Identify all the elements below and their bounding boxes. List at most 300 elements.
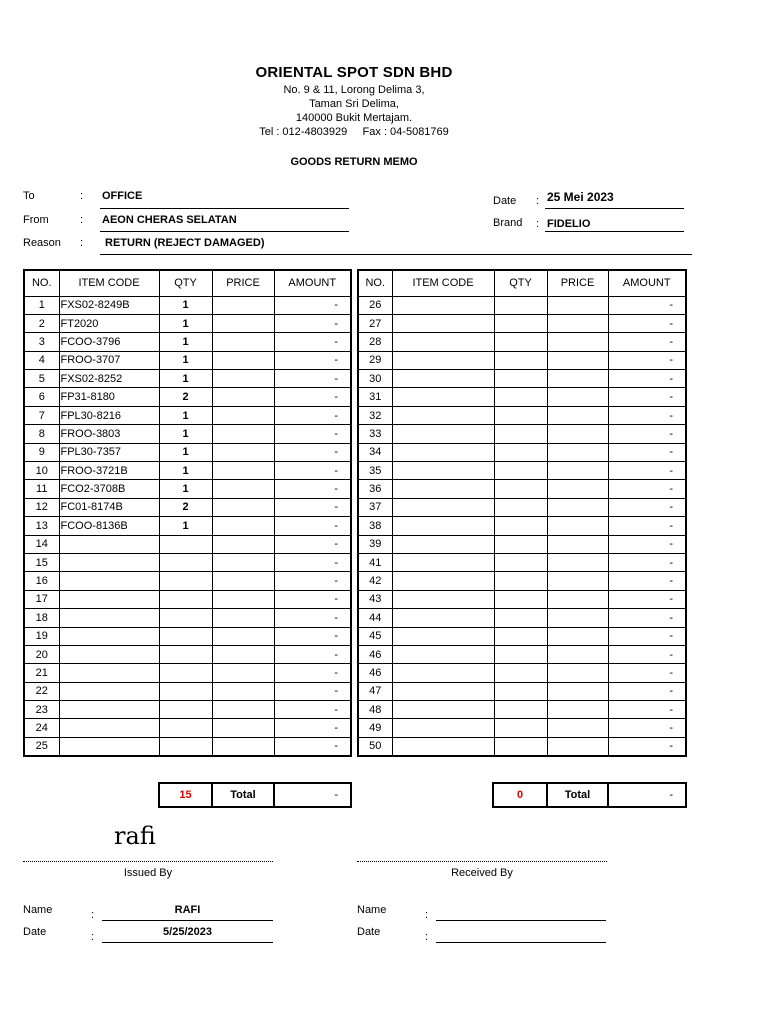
cell-price (212, 517, 274, 535)
cell-amount: - (608, 333, 686, 351)
cell-price (212, 609, 274, 627)
cell-no: 6 (24, 388, 59, 406)
reason-underline (100, 254, 692, 255)
cell-amount: - (274, 425, 351, 443)
table-row (24, 425, 351, 443)
table-row (358, 443, 686, 461)
cell-qty (159, 572, 212, 590)
cell-price (212, 498, 274, 516)
cell-code (392, 553, 494, 571)
cell-code (392, 370, 494, 388)
cell-no: 50 (358, 737, 392, 755)
cell-code: FXS02-8252 (59, 370, 159, 388)
issued-name-colon: : (91, 909, 95, 921)
cell-code (392, 425, 494, 443)
table-header-row (358, 270, 686, 296)
cell-amount: - (274, 645, 351, 663)
cell-amount: - (274, 553, 351, 571)
cell-code: FPL30-7357 (59, 443, 159, 461)
cell-qty: 1 (159, 443, 212, 461)
cell-code (59, 645, 159, 663)
cell-qty (159, 701, 212, 719)
cell-price (212, 553, 274, 571)
cell-amount: - (274, 682, 351, 700)
total-label-left: Total (212, 783, 274, 807)
issued-name-label: Name (23, 904, 53, 916)
cell-code: FP31-8180 (59, 388, 159, 406)
cell-price (547, 370, 608, 388)
table-row (358, 370, 686, 388)
cell-code: FCO2-3708B (59, 480, 159, 498)
cell-code (392, 333, 494, 351)
cell-no: 33 (358, 425, 392, 443)
cell-qty: 1 (159, 425, 212, 443)
cell-amount: - (274, 370, 351, 388)
cell-qty: 1 (159, 314, 212, 332)
cell-code (59, 553, 159, 571)
cell-price (212, 590, 274, 608)
received-name-underline (436, 920, 606, 921)
issued-date-colon: : (91, 931, 95, 943)
cell-code (392, 627, 494, 645)
received-by-label: Received By (451, 867, 513, 879)
cell-amount: - (274, 609, 351, 627)
cell-qty (494, 498, 547, 516)
cell-qty: 1 (159, 406, 212, 424)
cell-no: 49 (358, 719, 392, 737)
cell-no: 2 (24, 314, 59, 332)
cell-price (547, 719, 608, 737)
cell-price (212, 664, 274, 682)
cell-code: FROO-3803 (59, 425, 159, 443)
cell-qty (494, 333, 547, 351)
cell-price (212, 425, 274, 443)
table-row (358, 627, 686, 645)
cell-price (547, 682, 608, 700)
issued-date-label: Date (23, 926, 47, 938)
cell-code (59, 719, 159, 737)
table-row (24, 664, 351, 682)
cell-price (547, 590, 608, 608)
col-header-qty: QTY (159, 270, 212, 296)
table-row (24, 609, 351, 627)
table-row (24, 351, 351, 369)
cell-no: 12 (24, 498, 59, 516)
table-row (358, 682, 686, 700)
cell-qty: 1 (159, 351, 212, 369)
address-line-1: No. 9 & 11, Lorong Delima 3, (283, 84, 425, 96)
cell-code (59, 664, 159, 682)
table-row (358, 351, 686, 369)
table-row (358, 296, 686, 314)
cell-price (212, 572, 274, 590)
cell-no: 34 (358, 443, 392, 461)
issued-date-underline (102, 942, 273, 943)
cell-qty (159, 553, 212, 571)
table-row (358, 535, 686, 553)
cell-no: 39 (358, 535, 392, 553)
cell-amount: - (608, 645, 686, 663)
brand-underline (545, 231, 684, 232)
cell-qty (494, 480, 547, 498)
total-qty-left: 15 (159, 783, 212, 807)
received-name-colon: : (425, 909, 429, 921)
cell-code (392, 314, 494, 332)
table-row (24, 572, 351, 590)
table-row (358, 590, 686, 608)
cell-price (547, 553, 608, 571)
cell-price (547, 701, 608, 719)
cell-price (212, 388, 274, 406)
cell-price (212, 719, 274, 737)
cell-price (212, 406, 274, 424)
table-row (24, 443, 351, 461)
cell-no: 19 (24, 627, 59, 645)
table-row (358, 553, 686, 571)
handwritten-signature: rafi (114, 822, 156, 850)
cell-no: 13 (24, 517, 59, 535)
cell-amount: - (608, 701, 686, 719)
cell-code (392, 443, 494, 461)
brand-label: Brand (493, 217, 523, 229)
cell-qty: 1 (159, 296, 212, 314)
cell-no: 47 (358, 682, 392, 700)
cell-price (212, 682, 274, 700)
cell-no: 8 (24, 425, 59, 443)
issued-name-underline (102, 920, 273, 921)
table-row (24, 553, 351, 571)
cell-amount: - (274, 296, 351, 314)
cell-amount: - (274, 498, 351, 516)
cell-amount: - (274, 572, 351, 590)
cell-no: 41 (358, 553, 392, 571)
cell-code (392, 462, 494, 480)
cell-price (547, 314, 608, 332)
cell-no: 22 (24, 682, 59, 700)
total-amount-left: - (274, 783, 351, 807)
cell-code (392, 517, 494, 535)
cell-amount: - (608, 296, 686, 314)
cell-price (547, 737, 608, 755)
cell-price (212, 351, 274, 369)
to-label: To (23, 190, 35, 202)
cell-amount: - (608, 443, 686, 461)
cell-qty (494, 535, 547, 553)
col-header-no: NO. (24, 270, 59, 296)
from-label: From (23, 214, 49, 226)
cell-qty (494, 701, 547, 719)
from-colon: : (80, 214, 84, 226)
cell-code (392, 572, 494, 590)
cell-qty (494, 296, 547, 314)
table-row (358, 609, 686, 627)
cell-no: 28 (358, 333, 392, 351)
cell-price (547, 333, 608, 351)
cell-price (212, 314, 274, 332)
cell-price (212, 535, 274, 553)
col-header-amount: AMOUNT (274, 270, 351, 296)
cell-qty: 1 (159, 462, 212, 480)
cell-amount: - (274, 535, 351, 553)
cell-qty (494, 627, 547, 645)
cell-price (212, 333, 274, 351)
cell-amount: - (608, 664, 686, 682)
cell-price (547, 443, 608, 461)
cell-qty (494, 682, 547, 700)
cell-no: 31 (358, 388, 392, 406)
total-row-left (158, 782, 352, 808)
cell-amount: - (274, 388, 351, 406)
table-row (358, 333, 686, 351)
table-row (24, 535, 351, 553)
table-row (24, 480, 351, 498)
cell-no: 23 (24, 701, 59, 719)
cell-amount: - (608, 627, 686, 645)
cell-no: 27 (358, 314, 392, 332)
cell-amount: - (274, 406, 351, 424)
cell-amount: - (274, 627, 351, 645)
cell-no: 26 (358, 296, 392, 314)
cell-no: 3 (24, 333, 59, 351)
cell-price (547, 627, 608, 645)
table-row (24, 737, 351, 755)
cell-price (212, 737, 274, 755)
table-row (24, 462, 351, 480)
cell-amount: - (608, 388, 686, 406)
table-row (358, 719, 686, 737)
cell-code (392, 296, 494, 314)
cell-qty: 1 (159, 370, 212, 388)
cell-no: 1 (24, 296, 59, 314)
date-label: Date (493, 195, 517, 207)
cell-qty (159, 609, 212, 627)
cell-qty (494, 351, 547, 369)
cell-code (392, 480, 494, 498)
cell-code: FT2020 (59, 314, 159, 332)
cell-no: 17 (24, 590, 59, 608)
cell-code (392, 351, 494, 369)
cell-price (547, 480, 608, 498)
cell-qty (494, 443, 547, 461)
cell-code (59, 737, 159, 755)
cell-amount: - (608, 572, 686, 590)
cell-price (212, 296, 274, 314)
cell-no: 30 (358, 370, 392, 388)
cell-code (59, 535, 159, 553)
cell-code (392, 719, 494, 737)
cell-qty: 2 (159, 498, 212, 516)
cell-amount: - (608, 553, 686, 571)
date-value: 25 Mei 2023 (547, 190, 614, 204)
cell-no: 9 (24, 443, 59, 461)
cell-amount: - (274, 351, 351, 369)
cell-price (547, 535, 608, 553)
col-header-item-code: ITEM CODE (59, 270, 159, 296)
company-name: ORIENTAL SPOT SDN BHD (255, 64, 453, 81)
cell-amount: - (608, 517, 686, 535)
cell-price (547, 572, 608, 590)
address-line-3: 140000 Bukit Mertajam. (295, 112, 413, 124)
cell-qty (159, 645, 212, 663)
table-row (24, 517, 351, 535)
table-row (24, 498, 351, 516)
table-row (358, 517, 686, 535)
col-header-price: PRICE (547, 270, 608, 296)
table-row (24, 682, 351, 700)
table-row (358, 645, 686, 663)
cell-no: 21 (24, 664, 59, 682)
cell-code (392, 498, 494, 516)
col-header-qty: QTY (494, 270, 547, 296)
cell-no: 42 (358, 572, 392, 590)
received-date-colon: : (425, 931, 429, 943)
table-row (358, 388, 686, 406)
cell-code: FPL30-8216 (59, 406, 159, 424)
cell-qty (494, 719, 547, 737)
cell-amount: - (608, 590, 686, 608)
cell-price (547, 609, 608, 627)
cell-amount: - (274, 480, 351, 498)
cell-no: 45 (358, 627, 392, 645)
cell-no: 38 (358, 517, 392, 535)
cell-qty (494, 664, 547, 682)
table-header-row (24, 270, 351, 296)
issued-date-value: 5/25/2023 (163, 926, 212, 938)
cell-qty (159, 535, 212, 553)
cell-price (212, 443, 274, 461)
reason-value: RETURN (REJECT DAMAGED) (105, 237, 265, 249)
cell-price (212, 627, 274, 645)
cell-price (547, 664, 608, 682)
to-value: OFFICE (102, 190, 143, 202)
cell-no: 46 (358, 645, 392, 663)
cell-price (547, 406, 608, 424)
cell-amount: - (274, 701, 351, 719)
cell-qty (494, 370, 547, 388)
brand-value: FIDELIO (547, 218, 591, 230)
cell-qty (494, 737, 547, 755)
cell-no: 46 (358, 664, 392, 682)
from-value: AEON CHERAS SELATAN (102, 214, 237, 226)
cell-amount: - (608, 351, 686, 369)
cell-amount: - (608, 480, 686, 498)
cell-no: 24 (24, 719, 59, 737)
cell-amount: - (274, 462, 351, 480)
table-row (24, 719, 351, 737)
cell-code (392, 609, 494, 627)
cell-code (392, 701, 494, 719)
cell-no: 37 (358, 498, 392, 516)
items-table-left (23, 269, 352, 757)
cell-amount: - (274, 719, 351, 737)
cell-code: FCOO-3796 (59, 333, 159, 351)
cell-amount: - (274, 443, 351, 461)
cell-qty (494, 645, 547, 663)
cell-qty (494, 572, 547, 590)
cell-qty: 1 (159, 517, 212, 535)
total-label-right: Total (547, 783, 608, 807)
cell-amount: - (274, 664, 351, 682)
table-row (24, 388, 351, 406)
cell-qty (494, 425, 547, 443)
cell-no: 18 (24, 609, 59, 627)
cell-amount: - (608, 462, 686, 480)
cell-code (392, 645, 494, 663)
table-row (358, 425, 686, 443)
cell-code (392, 664, 494, 682)
table-row (24, 370, 351, 388)
received-by-line (357, 861, 607, 862)
cell-code: FROO-3707 (59, 351, 159, 369)
table-row (358, 664, 686, 682)
cell-qty (159, 737, 212, 755)
cell-no: 29 (358, 351, 392, 369)
cell-qty (494, 462, 547, 480)
cell-price (547, 498, 608, 516)
cell-no: 16 (24, 572, 59, 590)
date-underline (545, 208, 684, 209)
col-header-item-code: ITEM CODE (392, 270, 494, 296)
items-table-right (357, 269, 687, 757)
col-header-amount: AMOUNT (608, 270, 686, 296)
table-row (358, 737, 686, 755)
table-row (24, 590, 351, 608)
cell-amount: - (274, 333, 351, 351)
cell-no: 14 (24, 535, 59, 553)
cell-no: 4 (24, 351, 59, 369)
cell-qty (159, 664, 212, 682)
table-row (24, 701, 351, 719)
cell-qty (494, 517, 547, 535)
cell-code (392, 535, 494, 553)
cell-price (212, 462, 274, 480)
cell-amount: - (274, 737, 351, 755)
cell-price (547, 296, 608, 314)
cell-price (547, 462, 608, 480)
cell-no: 5 (24, 370, 59, 388)
col-header-price: PRICE (212, 270, 274, 296)
cell-no: 7 (24, 406, 59, 424)
cell-amount: - (274, 314, 351, 332)
cell-code: FROO-3721B (59, 462, 159, 480)
cell-code (59, 682, 159, 700)
table-row (358, 480, 686, 498)
to-colon: : (80, 190, 84, 202)
cell-amount: - (608, 314, 686, 332)
cell-qty (159, 682, 212, 700)
cell-no: 35 (358, 462, 392, 480)
table-row (358, 701, 686, 719)
cell-qty (159, 627, 212, 645)
cell-qty: 1 (159, 333, 212, 351)
cell-price (547, 351, 608, 369)
brand-colon: : (536, 218, 540, 230)
cell-qty (494, 609, 547, 627)
cell-no: 10 (24, 462, 59, 480)
received-date-label: Date (357, 926, 381, 938)
contact-line: Tel : 012-4803929 Fax : 04-5081769 (259, 126, 449, 138)
cell-amount: - (274, 517, 351, 535)
issued-by-label: Issued By (123, 867, 173, 879)
cell-amount: - (608, 719, 686, 737)
issued-name-value: RAFI (174, 904, 201, 916)
memo-title: GOODS RETURN MEMO (290, 156, 418, 168)
cell-amount: - (608, 535, 686, 553)
cell-amount: - (608, 682, 686, 700)
table-row (24, 406, 351, 424)
cell-no: 43 (358, 590, 392, 608)
table-row (358, 406, 686, 424)
